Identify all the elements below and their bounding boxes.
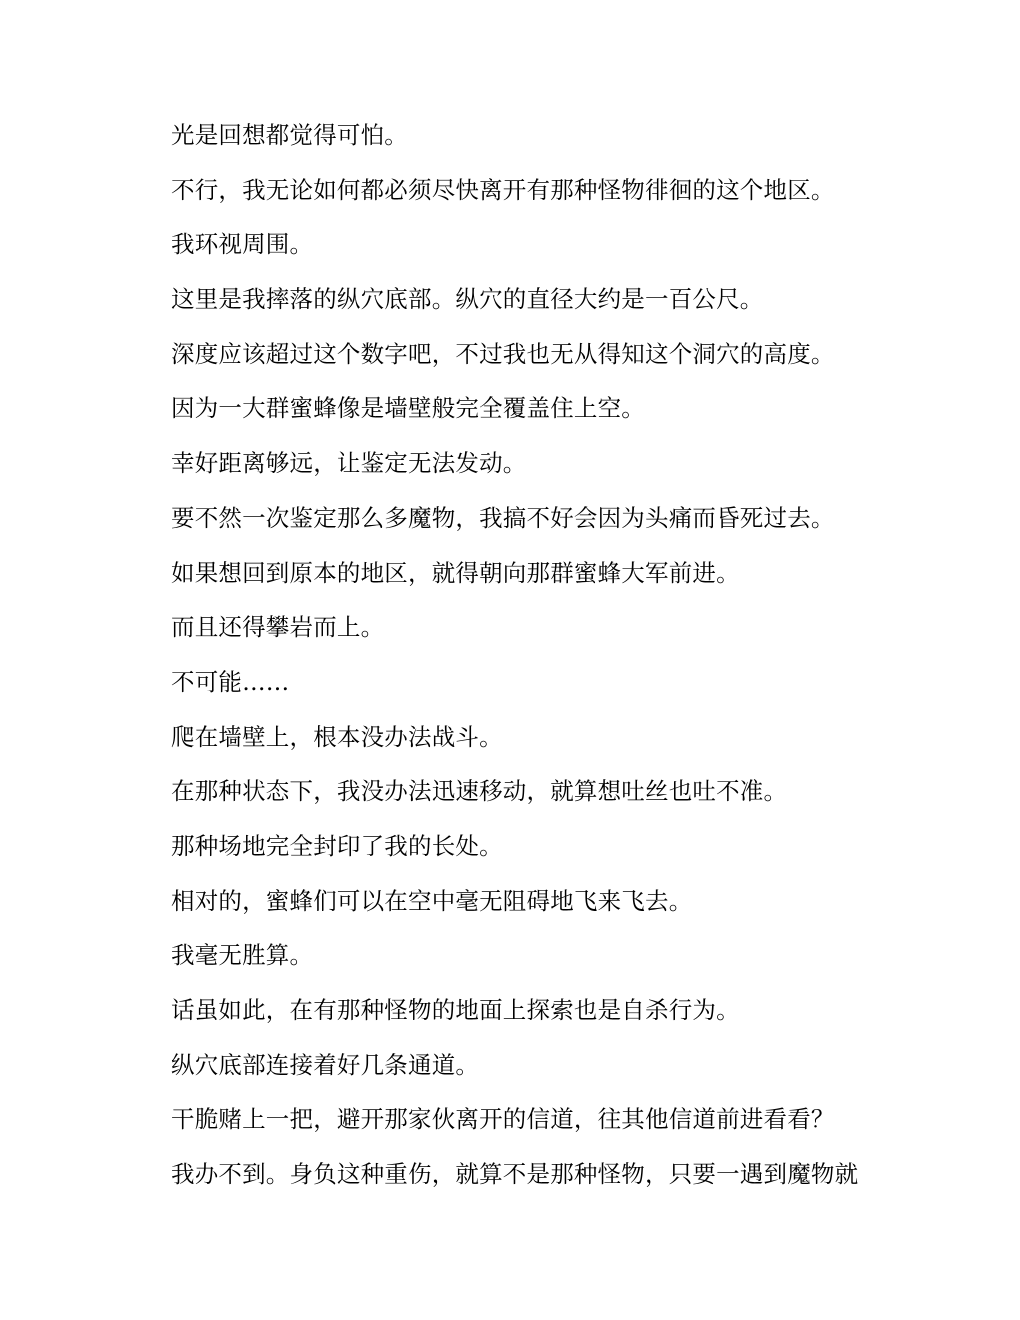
paragraph: 这里是我摔落的纵穴底部。纵穴的直径大约是一百公尺。 (171, 285, 764, 314)
paragraph: 话虽如此，在有那种怪物的地面上探索也是自杀行为。 (171, 996, 740, 1024)
paragraph: 如果想回到原本的地区，就得朝向那群蜜蜂大军前进。 (171, 558, 740, 587)
paragraph: 相对的，蜜蜂们可以在空中毫无阻碍地飞来飞去。 (171, 886, 693, 915)
paragraph: 要不然一次鉴定那么多魔物，我搞不好会因为头痛而昏死过去。 (171, 503, 835, 532)
paragraph: 不行，我无论如何都必须尽快离开有那种怪物徘徊的这个地区。 (171, 175, 835, 204)
paragraph: 爬在墙壁上，根本没办法战斗。 (171, 722, 503, 751)
paragraph: 我环视周围。 (171, 230, 314, 259)
paragraph: 纵穴底部连接着好几条通道。 (171, 1050, 480, 1079)
paragraph: 深度应该超过这个数字吧，不过我也无从得知这个洞穴的高度。 (171, 339, 835, 368)
paragraph: 干脆赌上一把，避开那家伙离开的信道，往其他信道前进看看？ (171, 1105, 835, 1134)
paragraph: 幸好距离够远，让鉴定无法发动。 (171, 449, 527, 478)
paragraph: 我毫无胜算。 (171, 941, 314, 970)
body-text (171, 112, 931, 1206)
paragraph: 因为一大群蜜蜂像是墙壁般完全覆盖住上空。 (171, 394, 645, 423)
paragraph: 而且还得攀岩而上。 (171, 613, 385, 642)
paragraph: 我办不到。身负这种重伤，就算不是那种怪物，只要一遇到魔物就 (171, 1160, 859, 1189)
paragraph: 在那种状态下，我没办法迅速移动，就算想吐丝也吐不准。 (171, 777, 788, 806)
paragraph: 不可能…… (171, 667, 290, 696)
paragraph: 那种场地完全封印了我的长处。 (171, 831, 503, 860)
paragraph: 光是回想都觉得可怕。 (171, 121, 408, 149)
